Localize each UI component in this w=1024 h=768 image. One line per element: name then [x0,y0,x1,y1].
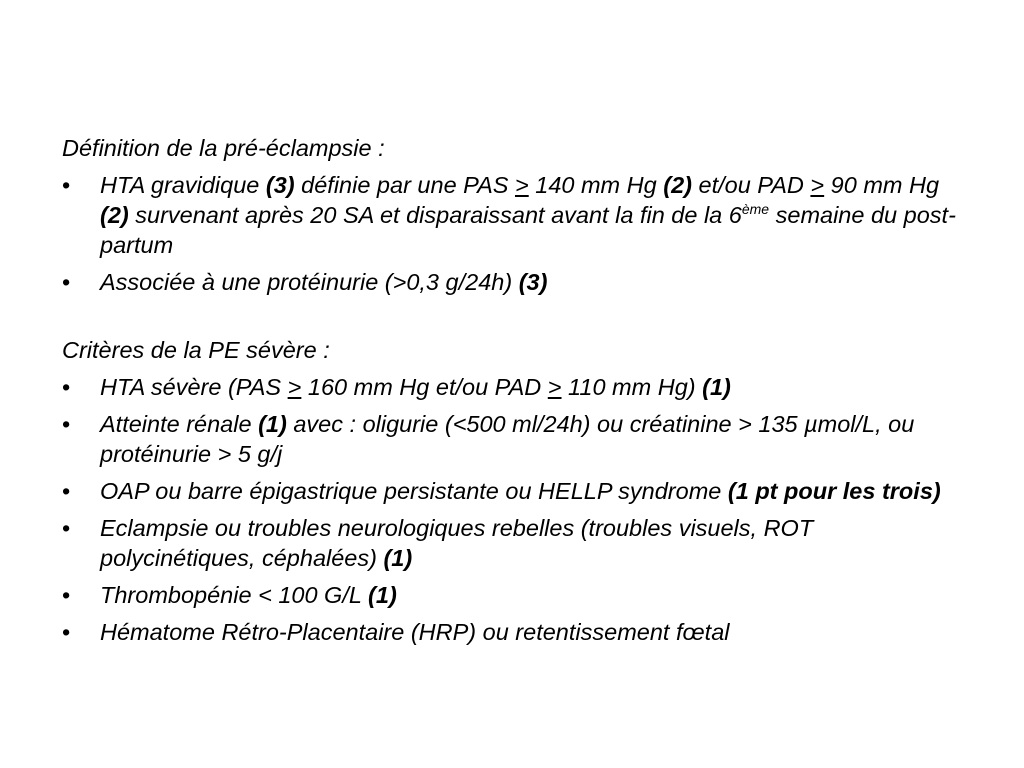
bullet-icon: • [62,374,71,400]
list-item [62,409,972,469]
score-label: (2) [100,202,129,228]
item-text: semaine du post-partum [100,202,956,258]
item-text: Atteinte rénale [100,411,259,437]
item-text: survenant après 20 SA et disparaissant avant la fin de la 6 [128,202,742,228]
score-label: (1) [368,582,397,608]
list-item [62,476,972,506]
bullet-icon: • [62,269,71,295]
list-item [62,372,972,402]
item-text: 160 mm Hg et/ou PAD [301,374,548,400]
score-label: (1 pt pour les trois) [727,478,941,504]
item-text: avec : oligurie (<500 ml/24h) ou créatinine > 135 µmol/L, ou protéinurie > 5 g/j [100,411,915,467]
ge-symbol: > [547,374,562,400]
bullet-icon: • [62,619,71,645]
definition-heading: Définition de la pré-éclampsie : [62,135,385,161]
bullet-icon: • [62,478,71,504]
severe-criteria-list [62,372,972,647]
item-text: 90 mm Hg [824,172,940,198]
bullet-icon: • [62,582,71,608]
slide-content [62,133,972,647]
item-text: HTA sévère (PAS [100,374,288,400]
score-label: (1) [702,374,731,400]
bullet-icon: • [62,172,71,198]
superscript: ème [741,201,770,217]
ge-symbol: > [287,374,302,400]
item-text: Thrombopénie < 100 G/L [100,582,369,608]
list-item [62,513,972,573]
item-text: OAP ou barre épigastrique persistante ou HELLP syndrome [100,478,728,504]
score-label: (3) [265,172,295,198]
item-text: Eclampsie ou troubles neurologiques rebelles (troubles visuels, ROT polycinétiques, céphalées) [100,515,814,571]
item-text: Associée à une protéinurie (>0,3 g/24h) [100,269,519,295]
list-item [62,617,972,647]
score-label: (1) [258,411,287,437]
item-text: HTA gravidique [100,172,266,198]
bullet-icon: • [62,515,71,541]
item-text: Hématome Rétro-Placentaire (HRP) ou retentissement fœtal [100,619,730,645]
ge-symbol: > [810,172,825,198]
score-label: (1) [383,545,413,571]
item-text: 140 mm Hg [528,172,664,198]
list-item [62,267,972,297]
item-text: définie par une PAS [294,172,515,198]
score-label: (2) [663,172,692,198]
severe-criteria-heading: Critères de la PE sévère : [62,337,330,363]
definition-list [62,170,972,297]
score-label: (3) [518,269,548,295]
list-item [62,580,972,610]
item-text: et/ou PAD [691,172,811,198]
list-item [62,170,972,260]
bullet-icon: • [62,411,71,437]
item-text: 110 mm Hg) [561,374,703,400]
ge-symbol: > [514,172,529,198]
